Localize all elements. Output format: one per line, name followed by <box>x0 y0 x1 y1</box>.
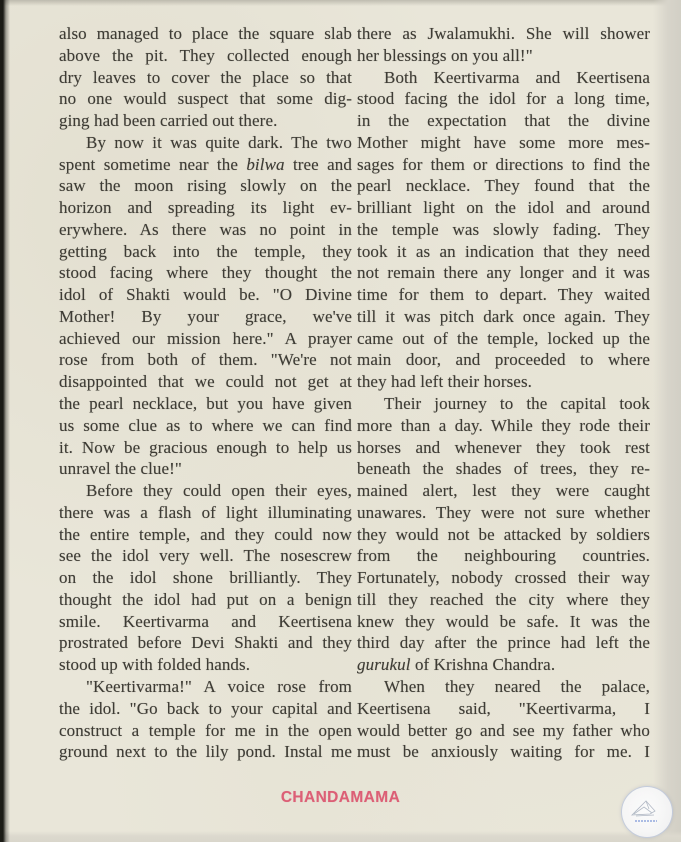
text-line: till they reached the city where they <box>357 589 650 609</box>
text-line: smile. Keertivarma and Keertisena <box>59 611 352 631</box>
text-line: brilliant light on the idol and around <box>357 198 650 218</box>
page-edge-left <box>0 0 10 842</box>
text-line: stood facing the idol for a long time, <box>357 89 650 109</box>
text-line: beneath the shades of trees, they re- <box>357 459 650 479</box>
text-line: Fortunately, nobody crossed their way <box>357 568 650 588</box>
text-line: pearl necklace. They found that the <box>357 176 650 196</box>
text-line: in the expectation that the divine <box>357 111 650 131</box>
text-line: they would not be attacked by soldiers <box>357 524 650 544</box>
text-line: getting back into the temple, they <box>59 241 352 261</box>
text-line: also managed to place the square slab <box>59 24 352 43</box>
publisher-stamp-icon <box>621 786 673 838</box>
text-line: spent sometime near the bilwa tree and <box>59 154 352 174</box>
text-line: When they neared the palace, <box>384 676 650 696</box>
text-line: unravel the clue!" <box>59 459 182 479</box>
magazine-title: CHANDAMAMA <box>280 789 401 806</box>
text-line: disappointed that we could not get at <box>59 372 352 392</box>
text-line: Both Keertivarma and Keertisena <box>384 67 650 87</box>
text-line: ging had been carried out there. <box>59 111 278 131</box>
text-line: must be anxiously waiting for me. I <box>357 742 650 762</box>
text-line: stood facing where they thought the <box>59 263 352 283</box>
text-line: idol of Shakti would be. "O Divine <box>59 285 352 305</box>
text-line: it. Now be gracious enough to help us <box>59 437 352 457</box>
text-line: till it was pitch dark once again. They <box>357 306 650 326</box>
text-line: there was a flash of light illuminating <box>59 502 352 522</box>
text-line: horses and whenever they took rest <box>357 437 650 457</box>
text-line: the entire temple, and they could now <box>59 524 352 544</box>
text-line: gurukul of Krishna Chandra. <box>357 655 556 675</box>
text-line: unawares. They were not sure whether <box>357 502 650 522</box>
text-line: see the idol very well. The nosescrew <box>59 546 352 566</box>
text-line: third day after the prince had left the <box>357 633 650 653</box>
text-line: thought the idol had put on a benign <box>59 589 352 609</box>
text-line: us some clue as to where we can find <box>59 415 352 435</box>
text-line: Mother! By your grace, we've <box>59 306 352 326</box>
page-edge-bottom <box>0 831 681 842</box>
text-line: not remain there any longer and it was <box>357 263 650 283</box>
text-line: came out of the temple, locked up the <box>357 328 650 348</box>
text-column-right <box>357 23 650 763</box>
text-line: Mother might have some more mes- <box>357 132 650 152</box>
text-line: took it as an indication that they need <box>357 241 650 261</box>
text-line: from the neighbouring countries. <box>357 546 650 566</box>
text-line: knew they would be safe. It was the <box>357 611 650 631</box>
page-edge-top <box>0 0 681 6</box>
text-line: Before they could open their eyes, <box>86 481 352 501</box>
text-line: main door, and proceeded to where <box>357 350 650 370</box>
text-line: there as Jwalamukhi. She will shower <box>357 24 650 43</box>
text-line: "Keertivarma!" A voice rose from <box>86 676 352 696</box>
text-line: her blessings on you all!" <box>357 45 533 65</box>
text-line: sages for them or directions to find the <box>357 154 650 174</box>
text-line: By now it was quite dark. The two <box>86 132 352 152</box>
text-line: saw the moon rising slowly on the <box>59 176 352 196</box>
text-line: time for them to depart. They waited <box>357 285 650 305</box>
text-line: no one would suspect that some dig- <box>59 89 352 109</box>
text-line: would better go and see my father who <box>357 720 650 740</box>
text-line: mained alert, lest they were caught <box>357 481 650 501</box>
text-line: on the idol shone brilliantly. They <box>59 568 352 588</box>
text-line: more than a day. While they rode their <box>357 415 650 435</box>
text-line: the temple was slowly fading. They <box>357 219 650 239</box>
text-line: dry leaves to cover the place so that <box>59 67 352 87</box>
text-column-left <box>59 23 352 763</box>
text-line: Keertisena said, "Keertivarma, I <box>357 698 650 718</box>
text-line: the pearl necklace, but you have given <box>59 394 352 414</box>
text-line: Their journey to the capital took <box>384 394 650 414</box>
text-line: ground next to the lily pond. Instal me <box>59 742 352 762</box>
text-line: above the pit. They collected enough <box>59 45 352 65</box>
text-line: erywhere. As there was no point in <box>59 219 352 239</box>
text-line: horizon and spreading its light ev- <box>59 198 352 218</box>
text-line: the idol. "Go back to your capital and <box>59 698 352 718</box>
page-edge-right <box>653 0 681 842</box>
text-line: construct a temple for me in the open <box>59 720 352 740</box>
text-line: stood up with folded hands. <box>59 655 251 675</box>
text-line: achieved our mission here." A prayer <box>59 328 352 348</box>
text-line: they had left their horses. <box>357 372 533 392</box>
text-line: rose from both of them. "We're not <box>59 350 352 370</box>
text-line: prostrated before Devi Shakti and they <box>59 633 352 653</box>
